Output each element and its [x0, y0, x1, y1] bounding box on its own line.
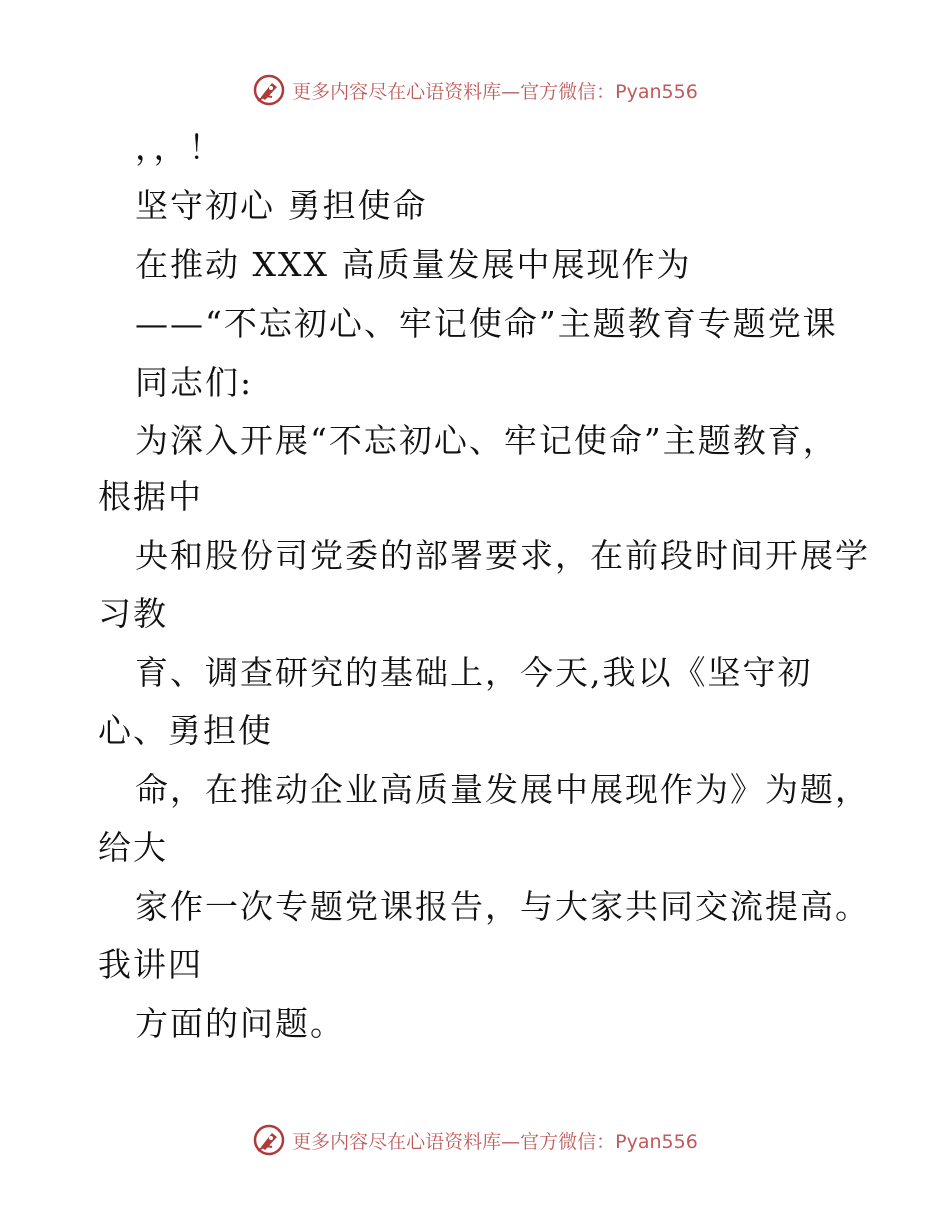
- banner-main-text: 更多内容尽在心语资料库: [292, 1130, 502, 1153]
- paragraph-line: 央和股份司党委的部署要求，在前段时间开展学: [135, 536, 870, 575]
- banner-text: [292, 77, 698, 104]
- paragraph-line: 我讲四: [98, 945, 203, 984]
- paragraph-line: 命，在推动企业高质量发展中展现作为》为题，: [135, 770, 870, 809]
- banner-text: [292, 1127, 698, 1154]
- banner-separator: —: [501, 1130, 521, 1153]
- paragraph-line: 习教: [98, 594, 168, 633]
- pen-nib-logo-icon: [252, 1123, 286, 1157]
- salutation: 同志们:: [135, 363, 254, 402]
- paragraph-line: 根据中: [98, 477, 203, 516]
- banner-separator: —: [501, 80, 521, 103]
- paragraph-line: 育、调查研究的基础上，今天,我以《坚守初: [135, 653, 813, 692]
- banner-wechat-text: 官方微信：Pyan556: [520, 80, 698, 103]
- paragraph-line: 心、勇担使: [98, 711, 273, 750]
- doc-subtitle: 在推动 XXX 高质量发展中展现作为: [135, 245, 692, 284]
- paragraph-line: 家作一次专题党课报告，与大家共同交流提高。: [135, 887, 870, 926]
- banner-wechat-text: 官方微信：Pyan556: [520, 1130, 698, 1153]
- pen-nib-logo-icon: [252, 73, 286, 107]
- punctuation-line: ，，！: [135, 128, 224, 167]
- paragraph-line: 方面的问题。: [135, 1004, 345, 1043]
- header-watermark-banner: [0, 70, 950, 110]
- paragraph-line: 为深入开展“不忘初心、牢记使命”主题教育，: [135, 421, 838, 460]
- doc-subtitle-theme: ——“不忘初心、牢记使命”主题教育专题党课: [135, 304, 838, 343]
- footer-watermark-banner: [0, 1120, 950, 1160]
- doc-title: 坚守初心 勇担使命: [135, 186, 428, 225]
- banner-main-text: 更多内容尽在心语资料库: [292, 80, 502, 103]
- paragraph-line: 给大: [98, 828, 168, 867]
